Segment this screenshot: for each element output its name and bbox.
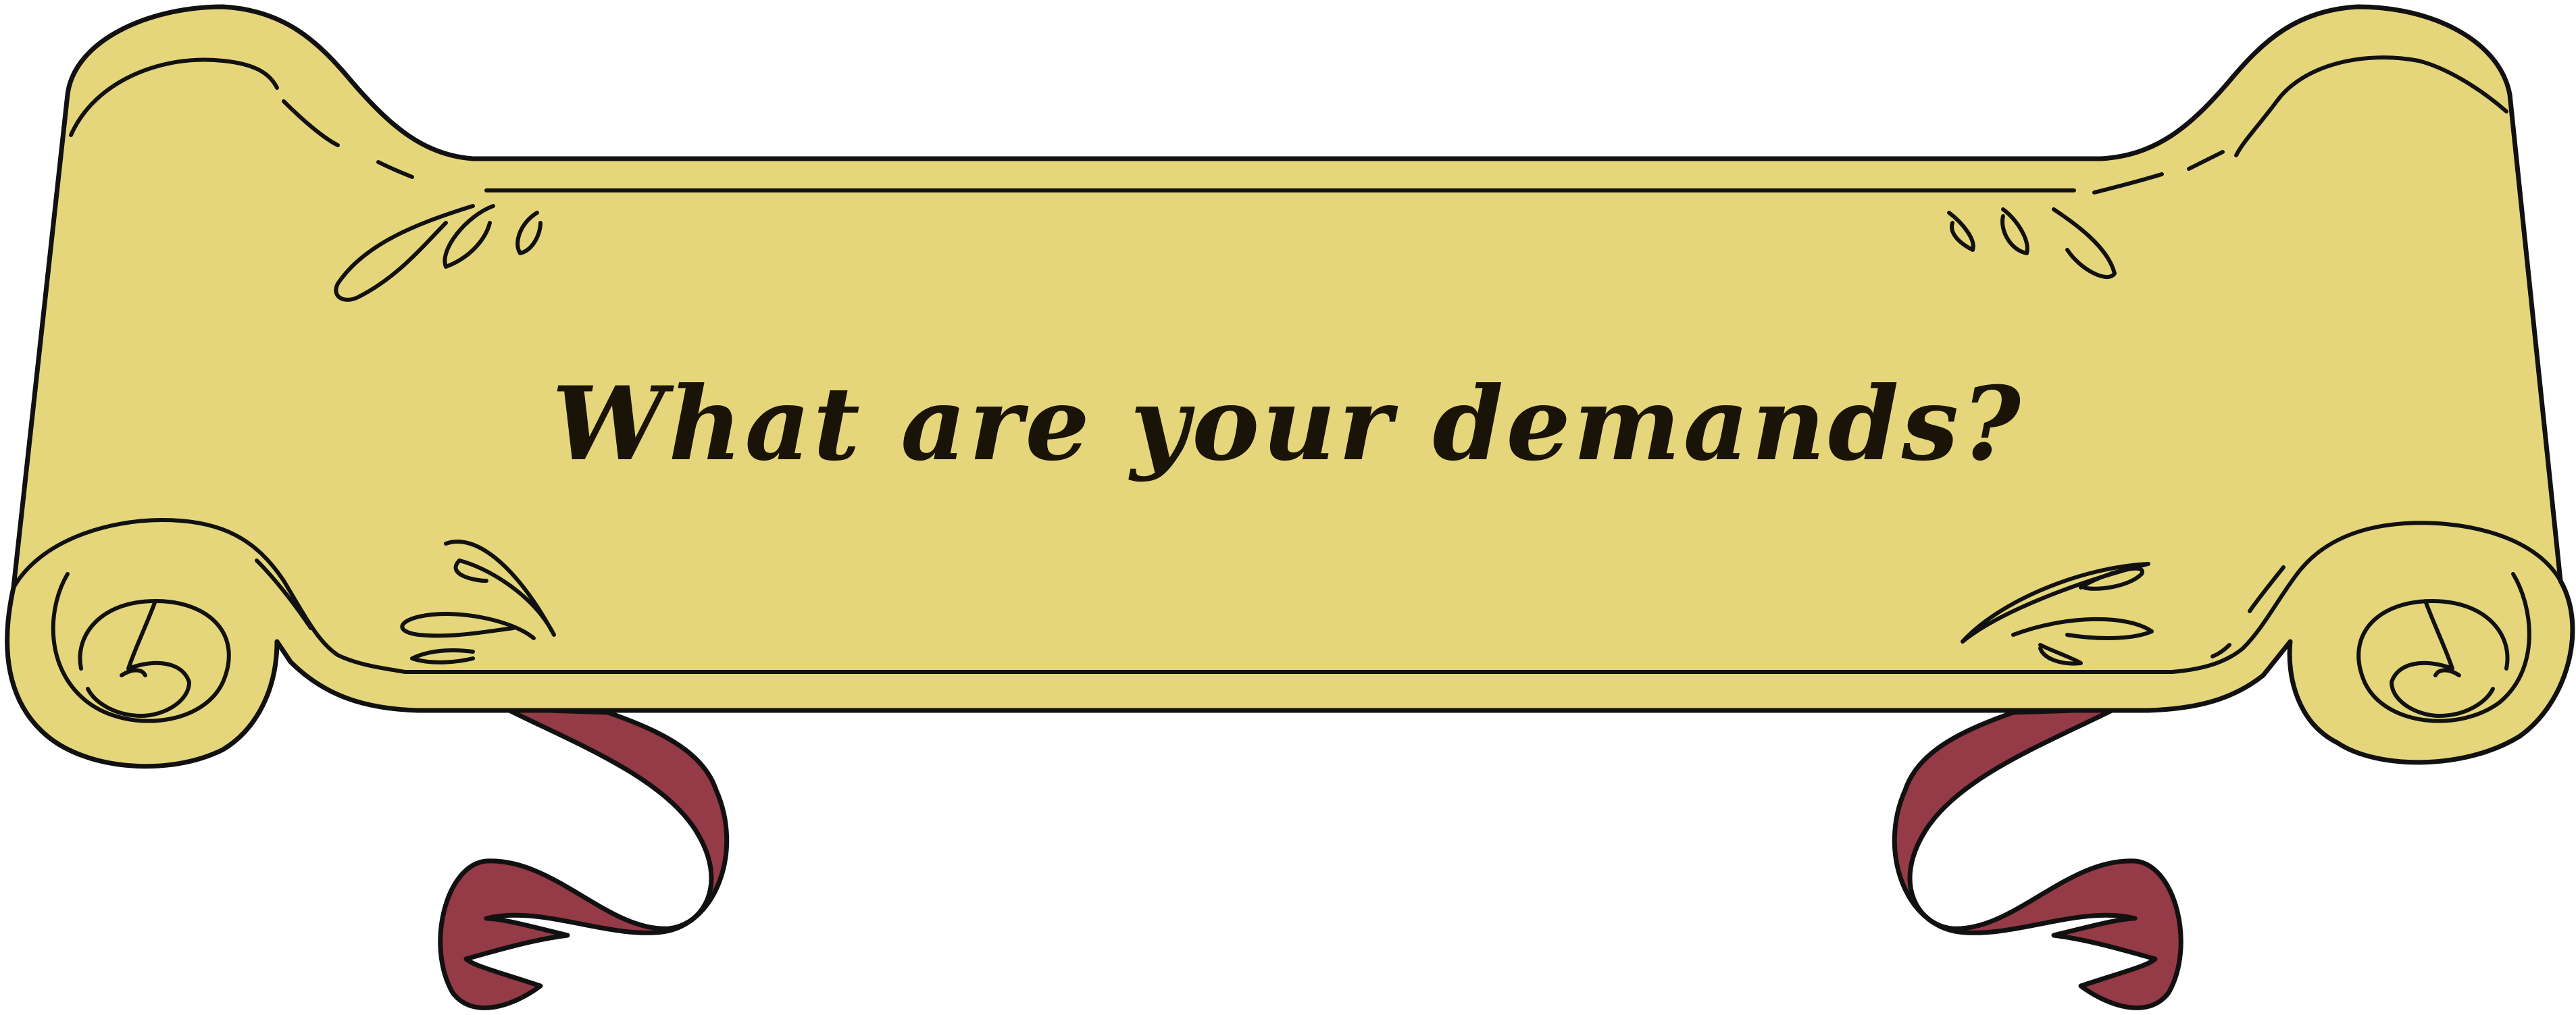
left-ribbon [440,709,727,1008]
right-ribbon-shape [1894,709,2181,1008]
banner-text: What are your demands? [551,365,2024,484]
left-ribbon-shape [440,709,727,1008]
right-ribbon [1894,709,2181,1008]
